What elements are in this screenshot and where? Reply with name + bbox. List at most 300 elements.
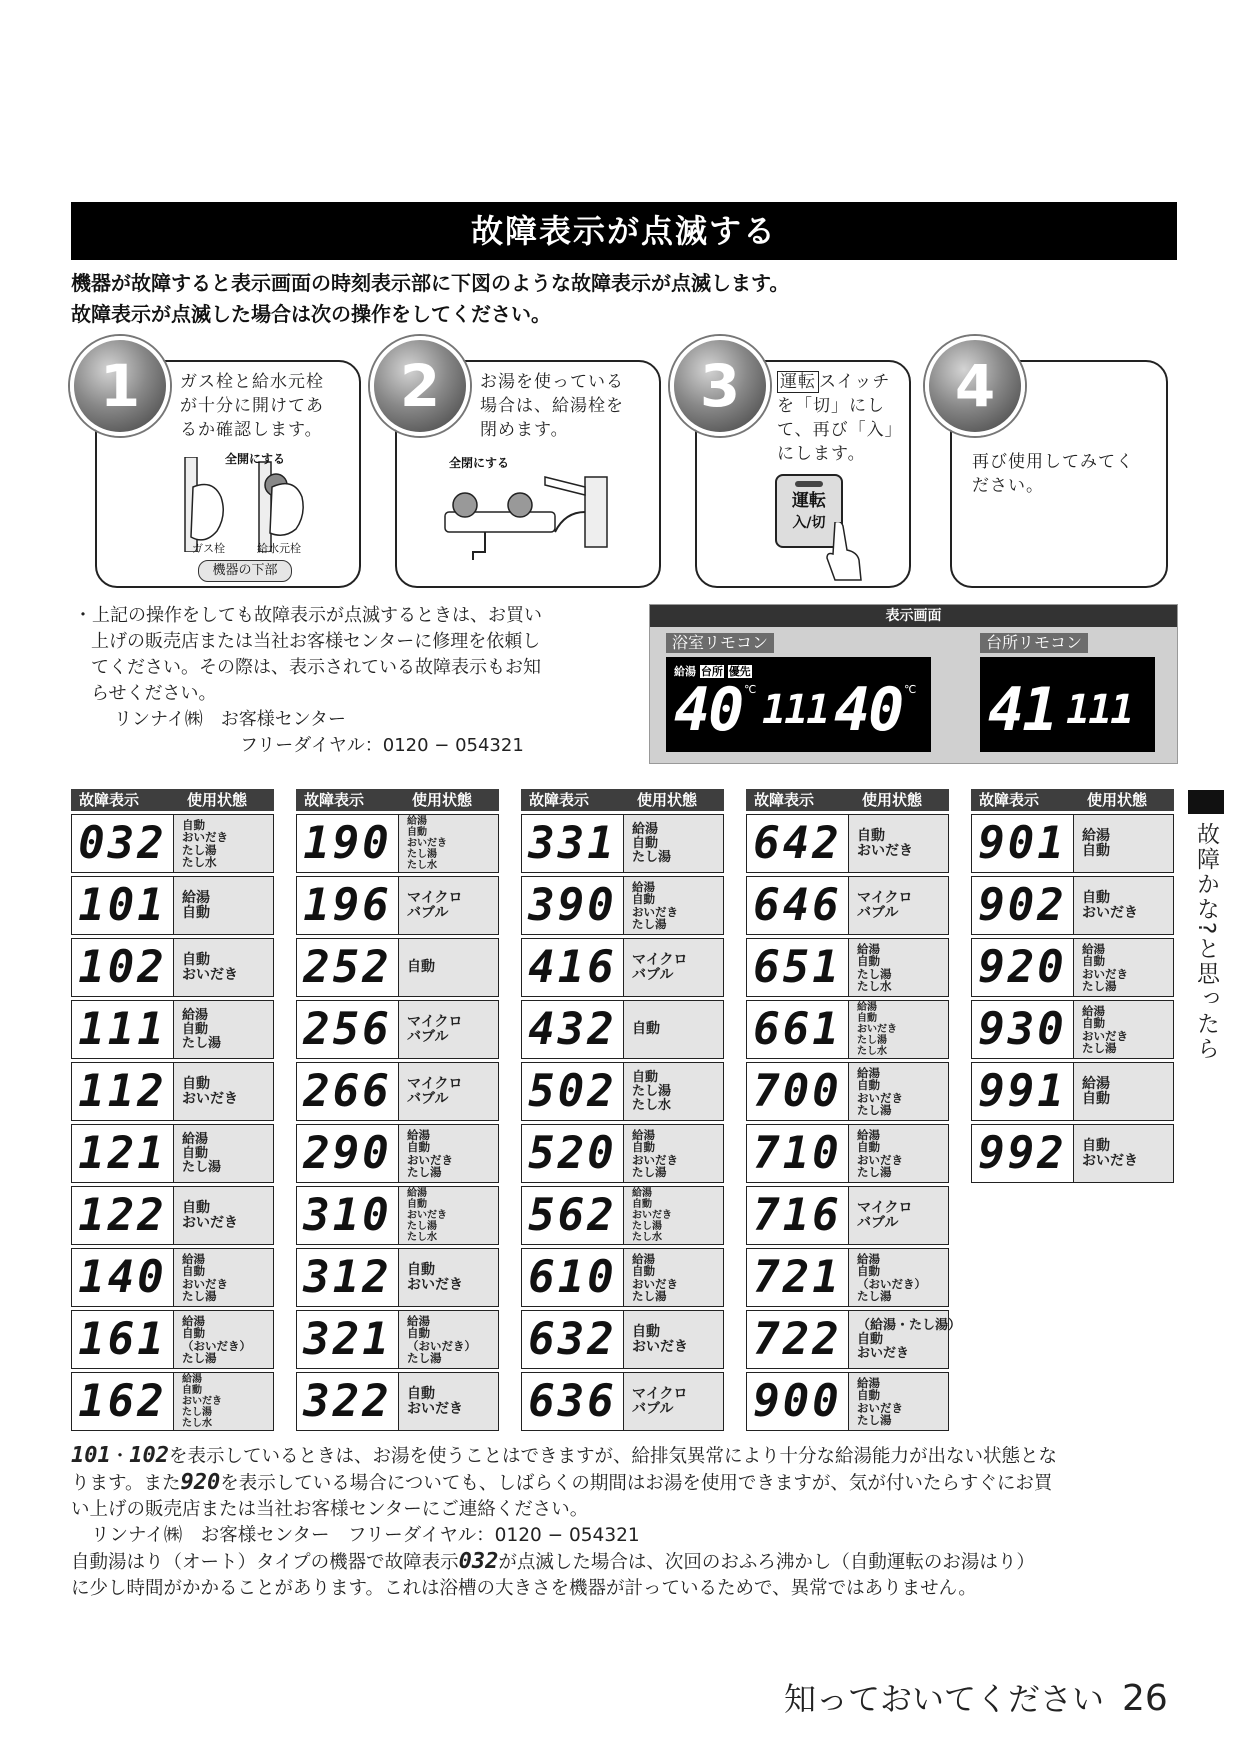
usage-states (182, 815, 274, 872)
usage-states (857, 1001, 949, 1058)
bath-status-icons: 給湯 台所 優先 (674, 665, 751, 678)
usage-state: バブル (857, 1214, 899, 1231)
usage-state: 自動 (632, 1323, 660, 1340)
error-code: 520 (522, 1125, 624, 1182)
error-code-row (521, 1372, 724, 1431)
usage-states (632, 939, 724, 996)
usage-state: 給湯 (1082, 827, 1110, 844)
usage-state: たし湯 (182, 842, 217, 857)
error-code-row (521, 1062, 724, 1121)
usage-state: バブル (632, 966, 674, 983)
error-code: 312 (297, 1249, 399, 1306)
usage-state: おいだき (857, 1400, 903, 1415)
usage-state: たし湯 (407, 1165, 442, 1179)
usage-states (1082, 1125, 1174, 1182)
error-code-row (296, 1124, 499, 1183)
usage-state: たし湯 (632, 1083, 672, 1099)
section-title: 故障表示が点滅する (71, 202, 1177, 260)
usage-state: おいだき (857, 1090, 903, 1105)
error-code-row (746, 814, 949, 873)
error-code-row (71, 1124, 274, 1183)
usage-state: 給湯 (1082, 1003, 1105, 1018)
usage-state: 自動 (1082, 1016, 1105, 1030)
usage-states (857, 1373, 949, 1430)
repair-note: ・上記の操作をしても故障表示が点滅するときは、お買い 上げの販売店または当社お客様センターに修理を依頼し てください。その際は、表示されている故障表示もお知 らせください。 リンナイ㈱ お客様センター フリーダイヤル：0120 − 054321 (74, 603, 634, 759)
usage-state: おいだき (1082, 966, 1128, 981)
service-center-name: リンナイ㈱ お客様センター (114, 709, 347, 730)
error-code-row (521, 1000, 724, 1059)
error-code-row (971, 814, 1174, 873)
usage-state: 自動 (182, 1145, 209, 1161)
error-code: 111 (72, 1001, 174, 1058)
error-code: 642 (747, 815, 849, 872)
usage-state: マイクロ (857, 889, 913, 906)
usage-state: （おいだき） (182, 1338, 251, 1353)
error-code-row (296, 1248, 499, 1307)
usage-state: 給湯 (182, 1313, 205, 1328)
error-code-row (746, 938, 949, 997)
step-4-text: 再び使用してみてく ださい。 (972, 452, 1134, 496)
usage-states (182, 1125, 274, 1182)
error-code: 636 (522, 1373, 624, 1430)
usage-states (632, 1063, 724, 1120)
usage-states (857, 939, 949, 996)
usage-states (407, 815, 499, 872)
usage-state: 給湯 (632, 821, 659, 837)
error-code-row (746, 1372, 949, 1431)
error-code: 716 (747, 1187, 849, 1244)
usage-states (632, 815, 724, 872)
error-code: 310 (297, 1187, 399, 1244)
usage-state: 自動 (1082, 1137, 1110, 1154)
usage-state: 自動 (1082, 842, 1110, 859)
usage-state: たし湯 (632, 1221, 662, 1232)
error-code: 646 (747, 877, 849, 934)
usage-state: 給湯 (857, 1065, 880, 1080)
usage-states (857, 1063, 949, 1120)
error-code: 112 (72, 1063, 174, 1120)
usage-state: おいだき (182, 830, 228, 844)
step-1-fig-label: 全開にする (225, 452, 286, 466)
usage-states (1082, 1063, 1174, 1120)
usage-state: マイクロ (632, 951, 688, 968)
usage-state: 自動 (407, 827, 427, 838)
gas-valve-caption: ガス栓 (192, 542, 225, 555)
usage-states (632, 1125, 724, 1182)
usage-states (407, 1125, 499, 1182)
usage-state: たし湯 (857, 1413, 892, 1427)
code-920: 920 (180, 1470, 221, 1495)
error-code: 992 (972, 1125, 1074, 1182)
usage-state: たし湯 (407, 1221, 437, 1232)
usage-state: おいだき (632, 904, 678, 919)
usage-states (857, 1311, 962, 1368)
table-header-col-5: 故障表示 使用状態 (971, 789, 1174, 811)
step-1-text: ガス栓と給水元栓 が十分に開けてあ るか確認します。 (180, 372, 324, 440)
usage-state: 自動 (632, 1069, 659, 1085)
usage-state: 給湯 (407, 1127, 430, 1142)
code-101: 101 (71, 1443, 111, 1468)
bath-remote-lcd (666, 657, 931, 752)
usage-states (407, 939, 499, 996)
error-code-row (746, 1124, 949, 1183)
error-code-row (521, 1186, 724, 1245)
usage-state: たし湯 (857, 1103, 892, 1117)
error-code: 710 (747, 1125, 849, 1182)
usage-state: 自動 (632, 1199, 652, 1210)
error-code: 416 (522, 939, 624, 996)
error-code-row (71, 1248, 274, 1307)
bottom-service-center: リンナイ㈱ お客様センター フリーダイヤル：0120 − 054321 (91, 1525, 640, 1546)
usage-state: おいだき (632, 1152, 678, 1167)
error-code-row (521, 1310, 724, 1369)
usage-state: おいだき (182, 1090, 238, 1107)
usage-state: 自動 (407, 1199, 427, 1210)
bath-temp-left: 40 (674, 675, 743, 745)
error-code-row (746, 1186, 949, 1245)
usage-state: 自動 (857, 1264, 880, 1278)
usage-states (857, 815, 949, 872)
kitchen-remote-lcd (980, 657, 1155, 752)
usage-state: 自動 (182, 951, 210, 968)
error-code: 101 (72, 877, 174, 934)
usage-states (857, 1125, 949, 1182)
device-bottom-tag: 機器の下部 (198, 560, 292, 582)
error-code: 920 (972, 939, 1074, 996)
usage-state: おいだき (632, 1276, 678, 1291)
usage-state: たし湯 (632, 849, 672, 865)
usage-state: 自動 (632, 1140, 655, 1154)
usage-state: たし湯 (182, 1035, 222, 1051)
page-footer (784, 1674, 1168, 1720)
error-code-row (971, 876, 1174, 935)
error-code-row (971, 938, 1174, 997)
valve-hands-illustration (177, 457, 317, 552)
usage-state: たし湯 (632, 1289, 667, 1303)
usage-state: たし水 (857, 1046, 887, 1057)
step-1-number: 1 (70, 336, 170, 436)
error-code: 252 (297, 939, 399, 996)
step-2-number: 2 (370, 336, 470, 436)
usage-state: バブル (632, 1400, 674, 1417)
usage-state: おいだき (182, 1276, 228, 1291)
error-code: 390 (522, 877, 624, 934)
run-switch-button: 運転 入/切 (775, 474, 843, 548)
usage-states (632, 1001, 724, 1058)
error-code: 900 (747, 1373, 849, 1430)
error-code-row (296, 1062, 499, 1121)
error-code-row (296, 1000, 499, 1059)
usage-state: たし湯 (407, 1351, 442, 1365)
usage-state: 給湯 (857, 1375, 880, 1390)
error-code-row (521, 1248, 724, 1307)
usage-state: たし湯 (632, 1165, 667, 1179)
usage-state: 自動 (182, 1021, 209, 1037)
usage-state: バブル (857, 904, 899, 921)
usage-state: たし水 (407, 1232, 437, 1243)
unit-c-right: ℃ (904, 683, 917, 696)
usage-state: 自動 (1082, 954, 1105, 968)
usage-states (632, 1311, 724, 1368)
footer-title: 知っておいてください (784, 1680, 1105, 1718)
usage-state: たし湯 (182, 1351, 217, 1365)
usage-state: 給湯 (632, 1188, 652, 1199)
usage-state: 自動 (1082, 889, 1110, 906)
usage-state: 給湯 (407, 1188, 427, 1199)
table-header-col-4: 故障表示 使用状態 (746, 789, 949, 811)
usage-state: 自動 (407, 1261, 435, 1278)
usage-state: 給湯 (632, 1127, 655, 1142)
unit-c-left: ℃ (744, 683, 757, 696)
error-code: 122 (72, 1187, 174, 1244)
usage-state: （おいだき） (407, 1338, 476, 1353)
error-code-row (746, 1310, 962, 1369)
step-2-fig-label: 全閉にする (449, 456, 510, 470)
usage-states (632, 1373, 724, 1430)
bath-temp-right: 40 (834, 675, 903, 745)
bath-remote-label: 浴室リモコン (666, 633, 774, 653)
usage-state: おいだき (407, 1276, 463, 1293)
error-code-row (521, 814, 724, 873)
faucet-illustration (435, 457, 635, 567)
error-code-row (971, 1124, 1174, 1183)
usage-state: 自動 (182, 904, 210, 921)
usage-states (407, 1311, 499, 1368)
error-code-row (521, 938, 724, 997)
usage-states (182, 1187, 274, 1244)
usage-state: おいだき (857, 842, 913, 859)
usage-state: おいだき (182, 1214, 238, 1231)
usage-state: たし水 (182, 855, 217, 869)
usage-state: たし水 (632, 1097, 672, 1113)
usage-states (407, 1001, 499, 1058)
usage-state: 自動 (182, 817, 205, 832)
usage-state: 自動 (857, 1331, 884, 1347)
usage-state: 給湯 (857, 1251, 880, 1266)
error-code-row (71, 1372, 274, 1431)
usage-state: 給湯 (857, 1127, 880, 1142)
usage-state: （おいだき） (857, 1276, 926, 1291)
error-code: 102 (72, 939, 174, 996)
error-code-row (746, 1248, 949, 1307)
usage-states (182, 1311, 274, 1368)
error-code-row (521, 876, 724, 935)
usage-state: おいだき (632, 1338, 688, 1355)
error-code-row (71, 814, 274, 873)
error-code-row (296, 1310, 499, 1369)
usage-state: おいだき (407, 838, 447, 849)
usage-state: おいだき (1082, 1028, 1128, 1043)
usage-state: おいだき (857, 1345, 910, 1361)
usage-state: たし湯 (182, 1289, 217, 1303)
usage-state: 自動 (1082, 1090, 1110, 1107)
usage-state: たし湯 (857, 966, 892, 981)
usage-state: （給湯・たし湯） (857, 1317, 962, 1333)
usage-state: 自動 (857, 954, 880, 968)
error-code: 196 (297, 877, 399, 934)
usage-state: たし湯 (1082, 979, 1117, 993)
error-code-row (71, 1310, 274, 1369)
usage-state: たし湯 (182, 1407, 212, 1418)
usage-state: 給湯 (632, 879, 655, 894)
usage-states (1082, 1001, 1174, 1058)
usage-state: たし湯 (857, 1289, 892, 1303)
usage-state: 自動 (857, 827, 885, 844)
usage-states (857, 1187, 949, 1244)
table-header-col-2: 故障表示 使用状態 (296, 789, 499, 811)
usage-state: マイクロ (632, 1385, 688, 1402)
usage-states (407, 1063, 499, 1120)
usage-state: マイクロ (407, 1013, 463, 1030)
usage-state: おいだき (857, 1024, 897, 1035)
error-code: 331 (522, 815, 624, 872)
error-code-row (296, 814, 499, 873)
usage-state: 自動 (182, 1199, 210, 1216)
error-code-row (521, 1124, 724, 1183)
usage-state: たし水 (632, 1232, 662, 1243)
error-code: 930 (972, 1001, 1074, 1058)
error-code: 121 (72, 1125, 174, 1182)
usage-state: おいだき (407, 1400, 463, 1417)
service-center-phone: フリーダイヤル：0120 − 054321 (240, 735, 524, 756)
usage-state: 自動 (182, 1385, 202, 1396)
usage-state: 給湯 (182, 1131, 209, 1147)
usage-state: たし湯 (1082, 1041, 1117, 1055)
step-2-text: お湯を使っている 場合は、給湯栓を 閉めます。 (480, 372, 624, 440)
intro-line-2: 故障表示が点滅した場合は次の操作をしてください。 (71, 302, 551, 326)
error-code-row (971, 1062, 1174, 1121)
error-code: 266 (297, 1063, 399, 1120)
usage-state: マイクロ (857, 1199, 913, 1216)
usage-state: 給湯 (857, 1002, 877, 1013)
error-code: 140 (72, 1249, 174, 1306)
usage-states (407, 1187, 499, 1244)
error-code: 610 (522, 1249, 624, 1306)
error-code: 722 (747, 1311, 849, 1368)
usage-state: 自動 (632, 1264, 655, 1278)
usage-state: 自動 (407, 1140, 430, 1154)
usage-state: 給湯 (182, 1007, 209, 1023)
bottom-notes: 101・102を表示しているときは、お湯を使うことはできますが、給排気異常により十分な給湯能力が出ない状態とな ります。また920を表示している場合についても、しばらくの期間はお湯を使用できますが、気が付いたらすぐにお買 い上げの販売店または当社お客様センターにご連絡ください。 リンナイ㈱ お客様センター フリーダイヤル：0120 − 054321 自動湯はり（オート）タイプの機器で故障表示032が点滅した場合は、次回のおふろ沸かし（自動運転のお湯はり） に少し時間がかかることがあります。これは浴槽の大きさを機器が計っているためで、異常ではありません。 (71, 1443, 1181, 1602)
usage-state: バブル (407, 904, 449, 921)
usage-states (1082, 877, 1174, 934)
intro-text (71, 268, 789, 330)
error-code-row (71, 1062, 274, 1121)
error-code: 290 (297, 1125, 399, 1182)
usage-state: バブル (407, 1028, 449, 1045)
usage-state: おいだき (182, 966, 238, 983)
usage-states (1082, 939, 1174, 996)
error-code: 901 (972, 815, 1074, 872)
usage-state: マイクロ (407, 889, 463, 906)
bath-error-code: 111 (762, 687, 829, 733)
error-code-row (746, 1062, 949, 1121)
error-code: 991 (972, 1063, 1074, 1120)
error-code: 032 (72, 815, 174, 872)
usage-state: 自動 (182, 1075, 210, 1092)
code-102: 102 (129, 1443, 170, 1468)
usage-state: 自動 (407, 959, 435, 975)
table-header-col-1: 故障表示 使用状態 (71, 789, 274, 811)
error-code-row (296, 938, 499, 997)
error-code-row (296, 1186, 499, 1245)
error-code: 190 (297, 815, 399, 872)
usage-state: 給湯 (182, 1251, 205, 1266)
code-032: 032 (458, 1549, 499, 1574)
error-code: 651 (747, 939, 849, 996)
water-valve-caption: 給水元栓 (257, 542, 301, 555)
finger-icon (825, 522, 865, 582)
error-code: 700 (747, 1063, 849, 1120)
display-screen-panel (649, 604, 1178, 764)
usage-state: おいだき (632, 1210, 672, 1221)
side-tab-marker (1188, 790, 1224, 814)
usage-state: バブル (407, 1090, 449, 1107)
usage-state: たし水 (407, 860, 437, 871)
error-code: 432 (522, 1001, 624, 1058)
usage-state: 自動 (407, 1326, 430, 1340)
usage-state: 自動 (857, 1140, 880, 1154)
usage-state: 自動 (632, 835, 659, 851)
error-code-row (71, 876, 274, 935)
error-code-row (746, 1000, 949, 1059)
usage-state: 給湯 (1082, 1075, 1110, 1092)
error-code-row (746, 876, 949, 935)
usage-states (632, 877, 724, 934)
step-4-number: 4 (925, 336, 1025, 436)
page-number: 26 (1122, 1678, 1168, 1719)
kitchen-error-code: 111 (1066, 687, 1133, 733)
usage-states (857, 877, 949, 934)
usage-state: 給湯 (407, 1313, 430, 1328)
error-code: 902 (972, 877, 1074, 934)
step-3-number: 3 (670, 336, 770, 436)
usage-state: おいだき (1082, 904, 1138, 921)
usage-state: おいだき (182, 1396, 222, 1407)
error-code: 321 (297, 1311, 399, 1368)
usage-state: 自動 (632, 1021, 660, 1037)
usage-state: 給湯 (857, 941, 880, 956)
usage-state: おいだき (407, 1210, 447, 1221)
usage-states (857, 1249, 949, 1306)
usage-states (182, 1001, 274, 1058)
usage-state: おいだき (857, 1152, 903, 1167)
usage-state: 給湯 (407, 816, 427, 827)
error-code: 632 (522, 1311, 624, 1368)
side-tab-label: 故障かな?と思ったら (1193, 822, 1219, 1062)
kitchen-remote-label: 台所リモコン (980, 633, 1088, 653)
error-code: 322 (297, 1373, 399, 1430)
usage-states (182, 939, 274, 996)
usage-state: 自動 (857, 1078, 880, 1092)
usage-state: 給湯 (1082, 941, 1105, 956)
usage-state: たし水 (182, 1418, 212, 1429)
error-code-row (71, 1000, 274, 1059)
usage-states (632, 1249, 724, 1306)
display-panel-title: 表示画面 (650, 605, 1177, 627)
usage-state: 自動 (182, 1264, 205, 1278)
usage-states (182, 1063, 274, 1120)
usage-states (632, 1187, 724, 1244)
usage-states (182, 877, 274, 934)
usage-state: 自動 (857, 1388, 880, 1402)
error-code-row (971, 1000, 1174, 1059)
kitchen-temp: 41 (988, 675, 1057, 745)
usage-state: 自動 (857, 1013, 877, 1024)
usage-state: たし湯 (857, 1165, 892, 1179)
usage-state: 給湯 (182, 889, 210, 906)
error-code: 256 (297, 1001, 399, 1058)
